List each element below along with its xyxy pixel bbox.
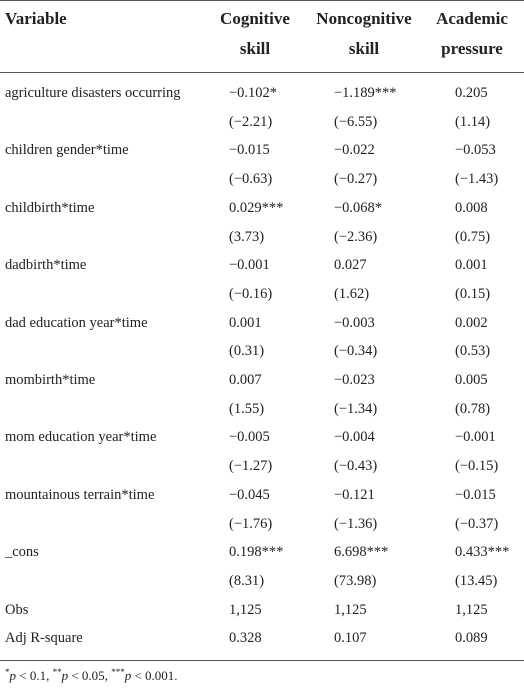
cell-cognitive: (0.31) <box>229 343 265 360</box>
cell-academic: (0.15) <box>455 285 491 302</box>
cell-noncognitive: (1.62) <box>334 285 370 302</box>
cell-academic: 0.205 <box>455 85 488 101</box>
cell-cognitive: −0.102* <box>229 85 278 101</box>
footnote-text-2: < 0.05, <box>68 668 112 683</box>
cell-academic: 0.005 <box>455 372 488 388</box>
header-cognitive-line2: skill <box>239 39 271 58</box>
cell-noncognitive: −0.003 <box>334 314 375 331</box>
header-academic-line1: Academic <box>436 9 508 28</box>
cell-academic: (0.78) <box>455 400 491 417</box>
footnote-text-1: < 0.1, <box>16 668 53 683</box>
cell-cognitive: 0.198*** <box>229 544 284 561</box>
table-row-tstat <box>0 223 524 252</box>
cell-cognitive: 0.328 <box>229 630 262 647</box>
cell-cognitive: (−0.63) <box>229 171 273 188</box>
row-label: _cons <box>5 544 39 561</box>
table-row <box>0 79 524 108</box>
cell-academic: −0.015 <box>455 486 496 503</box>
table-row <box>0 596 524 625</box>
cell-noncognitive: −0.121 <box>334 486 375 503</box>
cell-academic: 0.001 <box>455 257 488 274</box>
cell-noncognitive: (−0.34) <box>334 343 378 360</box>
table-header-rule <box>0 72 524 73</box>
cell-noncognitive: (−6.55) <box>334 113 378 130</box>
table-row <box>0 309 524 338</box>
table-row-tstat <box>0 337 524 366</box>
cell-noncognitive: −0.022 <box>334 142 375 159</box>
footnote-p-3: p <box>124 668 132 683</box>
cell-noncognitive: −0.004 <box>334 429 375 446</box>
cell-academic: −0.001 <box>455 429 496 446</box>
cell-cognitive: (−1.27) <box>229 458 273 475</box>
cell-noncognitive: (73.98) <box>334 572 377 589</box>
cell-noncognitive: (−1.36) <box>334 515 378 532</box>
header-noncognitive-skill <box>309 4 419 64</box>
footnote-sig-1: * <box>5 667 10 677</box>
cell-noncognitive: (−0.27) <box>334 171 378 188</box>
footnote-p-1: p <box>9 668 16 683</box>
table-row-tstat <box>0 280 524 309</box>
cell-academic: (−0.37) <box>455 515 499 532</box>
cell-cognitive: (−1.76) <box>229 515 273 532</box>
cell-cognitive: (−0.16) <box>229 285 273 302</box>
table-row <box>0 136 524 165</box>
cell-cognitive: −0.005 <box>229 429 270 446</box>
cell-academic: (−1.43) <box>455 171 499 188</box>
cell-noncognitive: −0.068* <box>334 199 383 216</box>
table-row-tstat <box>0 395 524 424</box>
table-row-tstat <box>0 452 524 481</box>
cell-academic: 0.002 <box>455 314 488 331</box>
row-label: mountainous terrain*time <box>5 486 155 503</box>
footnote-p-2: p <box>61 668 69 683</box>
row-label: children gender*time <box>5 142 129 159</box>
cell-cognitive: 1,125 <box>229 601 262 618</box>
cell-academic: 0.089 <box>455 630 488 647</box>
cell-academic: (13.45) <box>455 572 498 589</box>
header-variable: Variable <box>5 9 67 28</box>
cell-cognitive: −0.001 <box>229 257 270 274</box>
cell-academic: (1.14) <box>455 113 491 130</box>
table-row <box>0 194 524 223</box>
table-row <box>0 538 524 567</box>
cell-academic: 0.433*** <box>455 544 510 561</box>
cell-academic: −0.053 <box>455 142 496 159</box>
header-noncognitive-line2: skill <box>348 39 380 58</box>
cell-cognitive: −0.045 <box>229 486 270 503</box>
cell-noncognitive: (−2.36) <box>334 228 378 245</box>
header-noncognitive-line1: Noncognitive <box>316 9 412 28</box>
cell-academic: 0.008 <box>455 199 488 216</box>
cell-noncognitive: 0.107 <box>334 630 367 647</box>
header-academic-pressure <box>419 4 524 64</box>
cell-noncognitive: 6.698*** <box>334 544 389 561</box>
cell-academic: (0.75) <box>455 228 491 245</box>
cell-noncognitive: −0.023 <box>334 372 375 388</box>
table-row <box>0 624 524 653</box>
header-cognitive-skill <box>200 4 310 64</box>
table-footnote <box>5 664 178 688</box>
cell-cognitive: (3.73) <box>229 228 265 245</box>
table-row-tstat <box>0 510 524 539</box>
table-row-tstat <box>0 108 524 137</box>
footnote-text-3: < 0.001. <box>131 668 178 683</box>
cell-cognitive: −0.015 <box>229 142 270 159</box>
cell-cognitive: (−2.21) <box>229 113 273 130</box>
table-row <box>0 251 524 280</box>
table-row <box>0 366 524 395</box>
row-label: dadbirth*time <box>5 257 87 274</box>
row-label: mom education year*time <box>5 429 157 446</box>
row-label: mombirth*time <box>5 372 96 388</box>
table-top-rule <box>0 0 524 1</box>
table-bottom-rule <box>0 660 524 661</box>
cell-noncognitive: −1.189*** <box>334 85 397 101</box>
header-cognitive-line1: Cognitive <box>220 9 290 28</box>
cell-academic: (−0.15) <box>455 458 499 475</box>
header-academic-line2: pressure <box>441 39 503 58</box>
footnote-sig-3: *** <box>111 667 125 677</box>
row-label: Obs <box>5 601 29 618</box>
footnote-sig-2: ** <box>52 667 62 677</box>
row-label: agriculture disasters occurring <box>5 85 181 101</box>
row-label: dad education year*time <box>5 314 148 331</box>
table-row-tstat <box>0 165 524 194</box>
cell-academic: (0.53) <box>455 343 491 360</box>
row-label: Adj R-square <box>5 630 83 647</box>
table-row <box>0 423 524 452</box>
cell-cognitive: 0.001 <box>229 314 262 331</box>
table-row <box>0 481 524 510</box>
cell-cognitive: (1.55) <box>229 400 265 417</box>
cell-academic: 1,125 <box>455 601 488 618</box>
cell-noncognitive: 1,125 <box>334 601 367 618</box>
cell-noncognitive: 0.027 <box>334 257 367 274</box>
cell-cognitive: 0.007 <box>229 372 262 388</box>
cell-noncognitive: (−0.43) <box>334 458 378 475</box>
row-label: childbirth*time <box>5 199 95 216</box>
cell-cognitive: (8.31) <box>229 572 265 589</box>
cell-noncognitive: (−1.34) <box>334 400 378 417</box>
cell-cognitive: 0.029*** <box>229 199 284 216</box>
table-row-tstat <box>0 567 524 596</box>
